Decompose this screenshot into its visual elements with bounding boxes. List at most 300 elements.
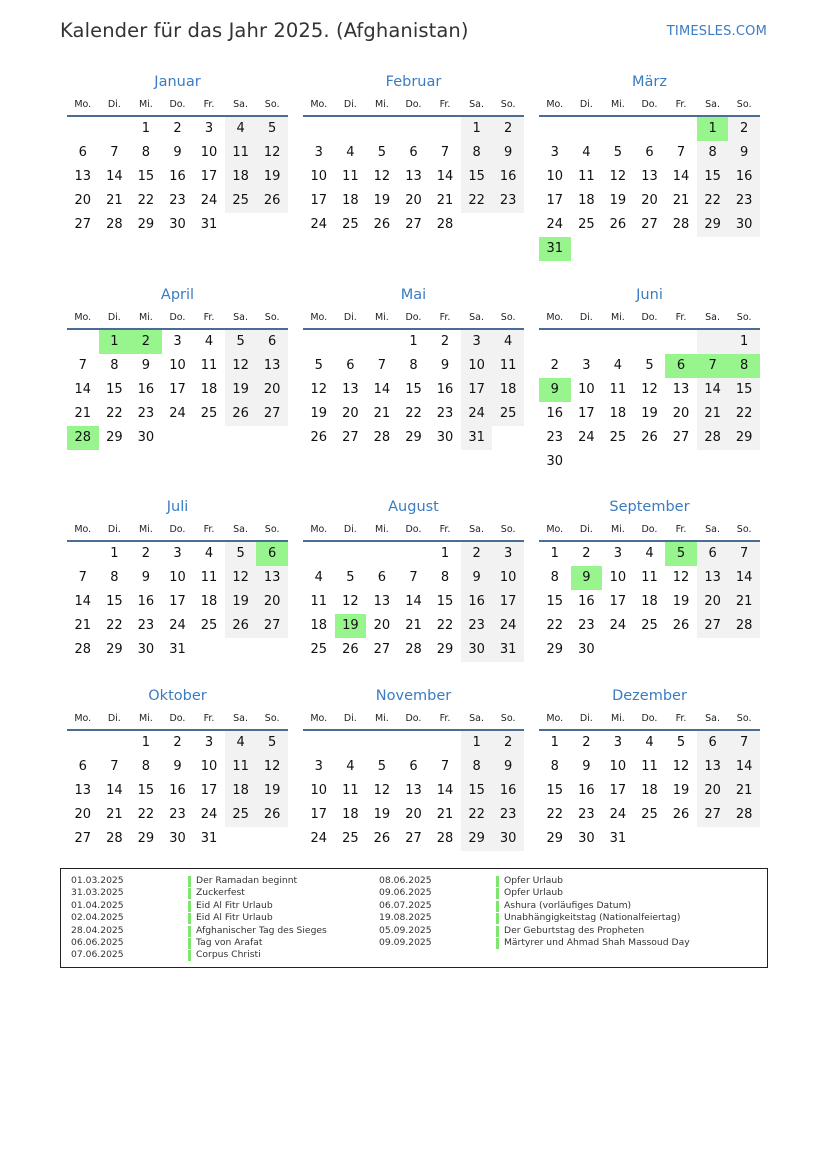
- weekday-label: Di.: [343, 99, 357, 110]
- day-cell: 3: [314, 145, 323, 160]
- holiday-marker-icon: [496, 926, 499, 937]
- week-row: [67, 402, 288, 426]
- day-cell: 4: [204, 546, 214, 561]
- empty-cell: [303, 731, 335, 755]
- legend-name: Ashura (vorläufiges Datum): [504, 899, 632, 911]
- empty-cell: [634, 638, 666, 662]
- day-cell: 27: [373, 642, 391, 657]
- week-row: [539, 779, 760, 803]
- weekday-label: Do.: [641, 312, 658, 323]
- week-row: [67, 638, 288, 662]
- empty-cell: [634, 237, 666, 261]
- weekday-label: Mi.: [374, 524, 389, 535]
- week-row: [539, 803, 760, 827]
- day-cell: 25: [225, 803, 257, 827]
- day-cell: 22: [137, 807, 155, 822]
- weekday-label: So.: [736, 312, 752, 323]
- day-cell: 2: [173, 735, 182, 750]
- holiday-legend: [60, 868, 768, 968]
- month-name: Juli: [166, 499, 189, 515]
- holiday-marker-icon: [188, 876, 191, 887]
- day-cell: 25: [641, 807, 658, 822]
- day-cell: 13: [373, 594, 391, 609]
- empty-cell: [225, 638, 257, 662]
- weekday-label: So.: [736, 524, 752, 535]
- empty-cell: [697, 827, 729, 851]
- day-cell: 19: [256, 779, 288, 803]
- weekday-label: Fr.: [675, 99, 687, 110]
- week-row: [539, 450, 760, 474]
- week-row: [303, 755, 524, 779]
- day-cell: 29: [137, 217, 155, 232]
- month-name: Oktober: [148, 688, 207, 704]
- day-cell: 31: [609, 831, 627, 846]
- empty-cell: [634, 117, 666, 141]
- weekday-label: Mo.: [310, 312, 328, 323]
- day-cell: 9: [492, 755, 524, 779]
- day-cell: 22: [106, 406, 123, 421]
- day-cell: 5: [377, 145, 387, 160]
- weekday-header: [539, 521, 760, 542]
- day-cell: 22: [137, 193, 155, 208]
- empty-cell: [697, 638, 729, 662]
- day-cell: 10: [310, 783, 328, 798]
- day-cell: 5: [346, 570, 355, 585]
- day-cell: 6: [256, 330, 288, 354]
- weekday-label: Mo.: [74, 312, 92, 323]
- legend-name: Märtyrer und Ahmad Shah Massoud Day: [504, 936, 690, 948]
- day-cell: 8: [440, 570, 450, 585]
- day-cell: 30: [578, 642, 595, 657]
- day-cell: 21: [106, 193, 123, 208]
- month-name: Februar: [385, 74, 442, 90]
- day-cell: 3: [314, 759, 323, 774]
- day-cell: 21: [74, 618, 92, 633]
- weekday-label: Sa.: [233, 713, 249, 724]
- day-cell: 25: [310, 642, 328, 657]
- day-cell: 15: [697, 165, 729, 189]
- legend-item: [379, 912, 690, 924]
- legend-name: Eid Al Fitr Urlaub: [196, 912, 273, 924]
- day-cell: 7: [110, 759, 119, 774]
- legend-date: 31.03.2025: [71, 887, 124, 899]
- weekday-label: Mo.: [310, 713, 328, 724]
- legend-date: 07.06.2025: [71, 949, 124, 961]
- day-cell: 7: [440, 145, 450, 160]
- day-cell: 30: [492, 827, 524, 851]
- day-cell: 19: [256, 165, 288, 189]
- week-row: [303, 803, 524, 827]
- day-cell: 16: [492, 165, 524, 189]
- weekday-label: Fr.: [675, 524, 687, 535]
- day-cell: 7: [728, 731, 760, 755]
- holiday-day-cell: 1: [697, 117, 729, 141]
- holiday-marker-icon: [188, 888, 191, 899]
- legend-name: Unabhängigkeitstag (Nationalfeiertag): [504, 912, 681, 924]
- day-cell: 14: [106, 783, 123, 798]
- weekday-label: Mi.: [374, 99, 389, 110]
- day-cell: 20: [697, 590, 729, 614]
- empty-cell: [335, 731, 367, 755]
- empty-cell: [99, 117, 131, 141]
- empty-cell: [461, 213, 493, 237]
- weekday-label: Di.: [343, 524, 357, 535]
- day-cell: 9: [173, 759, 182, 774]
- week-row: [67, 378, 288, 402]
- week-row: [303, 638, 524, 662]
- day-cell: 9: [728, 141, 760, 165]
- day-cell: 2: [582, 546, 591, 561]
- week-row: [67, 566, 288, 590]
- day-cell: 18: [492, 378, 524, 402]
- day-cell: 22: [436, 618, 454, 633]
- day-cell: 7: [110, 145, 119, 160]
- day-cell: 23: [436, 406, 454, 421]
- day-cell: 26: [672, 807, 690, 822]
- day-cell: 24: [310, 831, 328, 846]
- day-cell: 23: [137, 618, 155, 633]
- day-cell: 18: [342, 193, 359, 208]
- day-cell: 3: [173, 546, 182, 561]
- day-cell: 17: [609, 594, 627, 609]
- week-row: [303, 141, 524, 165]
- weekday-label: Di.: [343, 312, 357, 323]
- day-cell: 13: [256, 566, 288, 590]
- legend-date: 01.03.2025: [71, 875, 124, 886]
- day-cell: 18: [225, 779, 257, 803]
- legend-date: 05.09.2025: [379, 924, 432, 936]
- day-cell: 21: [373, 406, 391, 421]
- legend-name: Corpus Christi: [196, 949, 261, 961]
- day-cell: 1: [141, 121, 151, 136]
- day-cell: 3: [613, 735, 623, 750]
- legend-item: [71, 912, 327, 924]
- legend-item: [71, 949, 327, 961]
- day-cell: 18: [578, 193, 595, 208]
- day-cell: 27: [405, 217, 422, 232]
- day-cell: 9: [141, 570, 151, 585]
- day-cell: 10: [169, 358, 186, 373]
- day-cell: 28: [405, 642, 422, 657]
- day-cell: 19: [672, 594, 690, 609]
- day-cell: 30: [137, 430, 155, 445]
- weekday-label: Di.: [107, 312, 121, 323]
- day-cell: 18: [310, 618, 328, 633]
- day-cell: 5: [377, 759, 387, 774]
- empty-cell: [602, 450, 634, 474]
- day-cell: 23: [578, 618, 595, 633]
- day-cell: 12: [373, 783, 391, 798]
- empty-cell: [303, 117, 335, 141]
- empty-cell: [225, 827, 257, 851]
- month-10: [303, 686, 524, 851]
- empty-cell: [429, 731, 461, 755]
- day-cell: 20: [405, 193, 422, 208]
- legend-date: 08.06.2025: [379, 875, 432, 886]
- day-cell: 21: [697, 402, 729, 426]
- day-cell: 13: [405, 783, 422, 798]
- legend-item: [71, 937, 327, 949]
- day-cell: 7: [440, 759, 450, 774]
- day-cell: 1: [110, 546, 119, 561]
- day-cell: 7: [377, 358, 387, 373]
- day-cell: 17: [200, 783, 218, 798]
- day-cell: 27: [697, 614, 729, 638]
- day-cell: 26: [225, 402, 257, 426]
- day-cell: 30: [436, 430, 454, 445]
- holiday-marker-icon: [496, 913, 499, 924]
- day-cell: 31: [200, 217, 218, 232]
- empty-cell: [634, 450, 666, 474]
- month-7: [303, 497, 524, 662]
- empty-cell: [665, 827, 697, 851]
- day-cell: 25: [342, 217, 359, 232]
- week-row: [539, 426, 760, 450]
- holiday-marker-icon: [496, 876, 499, 887]
- day-cell: 19: [310, 406, 328, 421]
- legend-name: Eid Al Fitr Urlaub: [196, 899, 273, 911]
- day-cell: 31: [461, 426, 493, 450]
- day-cell: 4: [492, 330, 524, 354]
- day-cell: 10: [200, 145, 218, 160]
- weekday-label: Mi.: [138, 713, 153, 724]
- day-cell: 7: [728, 542, 760, 566]
- day-cell: 11: [641, 570, 658, 585]
- day-cell: 9: [440, 358, 450, 373]
- week-row: [539, 402, 760, 426]
- weekday-label: Mi.: [610, 312, 625, 323]
- day-cell: 26: [256, 803, 288, 827]
- day-cell: 25: [342, 831, 359, 846]
- day-cell: 2: [461, 542, 493, 566]
- day-cell: 16: [492, 779, 524, 803]
- month-4: [303, 285, 524, 450]
- day-cell: 22: [728, 402, 760, 426]
- day-cell: 17: [609, 783, 627, 798]
- holiday-day-cell: 8: [728, 354, 760, 378]
- day-cell: 13: [256, 354, 288, 378]
- week-row: [303, 165, 524, 189]
- empty-cell: [366, 731, 398, 755]
- day-cell: 18: [641, 783, 658, 798]
- day-cell: 28: [74, 642, 92, 657]
- day-cell: 11: [310, 594, 328, 609]
- holiday-marker-icon: [188, 926, 191, 937]
- weekday-label: So.: [736, 99, 752, 110]
- day-cell: 14: [436, 783, 454, 798]
- week-row: [539, 354, 760, 378]
- legend-column-left: [71, 875, 327, 962]
- empty-cell: [303, 542, 335, 566]
- day-cell: 27: [697, 803, 729, 827]
- weekday-label: Do.: [169, 524, 186, 535]
- empty-cell: [225, 213, 257, 237]
- day-cell: 23: [492, 803, 524, 827]
- legend-item: [379, 937, 690, 949]
- weekday-label: Di.: [107, 713, 121, 724]
- weekday-label: Di.: [107, 99, 121, 110]
- day-cell: 24: [578, 430, 595, 445]
- day-cell: 20: [256, 590, 288, 614]
- day-cell: 16: [137, 594, 155, 609]
- weekday-label: Fr.: [439, 524, 451, 535]
- day-cell: 12: [310, 382, 328, 397]
- day-cell: 21: [728, 590, 760, 614]
- weekday-label: Sa.: [705, 524, 721, 535]
- day-cell: 16: [436, 382, 454, 397]
- holiday-day-cell: 19: [335, 614, 367, 638]
- empty-cell: [67, 117, 99, 141]
- empty-cell: [366, 117, 398, 141]
- weekday-label: So.: [500, 312, 516, 323]
- week-row: [303, 426, 524, 450]
- day-cell: 25: [492, 402, 524, 426]
- weekday-label: Sa.: [469, 524, 485, 535]
- weekday-label: Mi.: [138, 99, 153, 110]
- weekday-label: Sa.: [233, 99, 249, 110]
- day-cell: 26: [373, 831, 391, 846]
- week-row: [67, 426, 288, 450]
- weekday-label: Sa.: [469, 312, 485, 323]
- day-cell: 4: [346, 759, 355, 774]
- day-cell: 12: [373, 169, 391, 184]
- day-cell: 3: [550, 145, 559, 160]
- month-name: November: [375, 688, 452, 704]
- day-cell: 19: [373, 193, 391, 208]
- day-cell: 19: [225, 378, 257, 402]
- week-row: [303, 354, 524, 378]
- empty-cell: [429, 117, 461, 141]
- day-cell: 1: [141, 735, 151, 750]
- day-cell: 22: [461, 803, 493, 827]
- day-cell: 18: [225, 165, 257, 189]
- legend-column-right: [379, 875, 690, 949]
- weekday-header: [67, 309, 288, 330]
- day-cell: 1: [461, 731, 493, 755]
- weekday-header: [67, 96, 288, 117]
- day-cell: 14: [74, 594, 92, 609]
- day-cell: 25: [578, 217, 595, 232]
- day-cell: 10: [578, 382, 595, 397]
- day-cell: 23: [578, 807, 595, 822]
- day-cell: 8: [141, 145, 151, 160]
- day-cell: 29: [137, 831, 155, 846]
- day-cell: 6: [409, 759, 418, 774]
- empty-cell: [303, 330, 335, 354]
- month-6: [67, 497, 288, 662]
- day-cell: 24: [609, 807, 627, 822]
- day-cell: 13: [697, 566, 729, 590]
- day-cell: 19: [609, 193, 627, 208]
- day-cell: 23: [137, 406, 155, 421]
- brand-link[interactable]: TIMESLES.COM: [666, 24, 767, 39]
- week-row: [539, 213, 760, 237]
- day-cell: 5: [645, 358, 654, 373]
- holiday-day-cell: 5: [665, 542, 697, 566]
- day-cell: 24: [169, 406, 186, 421]
- day-cell: 12: [609, 169, 627, 184]
- weekday-header: [303, 521, 524, 542]
- day-cell: 15: [137, 783, 155, 798]
- day-cell: 27: [641, 217, 658, 232]
- empty-cell: [728, 237, 760, 261]
- day-cell: 2: [141, 546, 151, 561]
- week-row: [539, 117, 760, 141]
- empty-cell: [398, 117, 430, 141]
- day-cell: 20: [74, 193, 92, 208]
- weekday-label: Fr.: [439, 713, 451, 724]
- week-row: [67, 827, 288, 851]
- week-row: [67, 614, 288, 638]
- day-cell: 19: [225, 590, 257, 614]
- empty-cell: [728, 638, 760, 662]
- week-row: [303, 189, 524, 213]
- legend-date: 06.07.2025: [379, 899, 432, 911]
- day-cell: 11: [342, 783, 359, 798]
- day-cell: 21: [436, 193, 454, 208]
- day-cell: 28: [106, 217, 123, 232]
- day-cell: 17: [200, 169, 218, 184]
- week-row: [539, 566, 760, 590]
- day-cell: 27: [256, 614, 288, 638]
- weekday-label: Mi.: [610, 713, 625, 724]
- week-row: [303, 566, 524, 590]
- day-cell: 8: [697, 141, 729, 165]
- day-cell: 20: [74, 807, 92, 822]
- day-cell: 25: [609, 430, 627, 445]
- empty-cell: [571, 330, 603, 354]
- day-cell: 4: [204, 334, 214, 349]
- weekday-label: So.: [500, 713, 516, 724]
- day-cell: 1: [409, 334, 418, 349]
- day-cell: 17: [310, 193, 328, 208]
- weekday-label: Fr.: [675, 312, 687, 323]
- weekday-label: Mo.: [310, 99, 328, 110]
- holiday-marker-icon: [188, 950, 191, 961]
- weekday-label: Fr.: [439, 312, 451, 323]
- month-name: April: [160, 287, 195, 303]
- holiday-marker-icon: [188, 913, 191, 924]
- day-cell: 28: [436, 217, 454, 232]
- empty-cell: [571, 117, 603, 141]
- legend-name: Opfer Urlaub: [504, 887, 563, 899]
- day-cell: 9: [173, 145, 182, 160]
- legend-date: 09.06.2025: [379, 887, 432, 899]
- week-row: [539, 330, 760, 354]
- weekday-label: Do.: [169, 312, 186, 323]
- day-cell: 13: [697, 755, 729, 779]
- week-row: [539, 590, 760, 614]
- weekday-label: Do.: [169, 713, 186, 724]
- day-cell: 6: [346, 358, 355, 373]
- day-cell: 6: [78, 759, 87, 774]
- weekday-label: Di.: [579, 713, 593, 724]
- empty-cell: [67, 330, 99, 354]
- month-name: März: [632, 74, 667, 90]
- holiday-day-cell: 7: [697, 354, 729, 378]
- day-cell: 2: [582, 735, 591, 750]
- empty-cell: [99, 731, 131, 755]
- day-cell: 11: [609, 382, 627, 397]
- weekday-label: Fr.: [675, 713, 687, 724]
- day-cell: 13: [74, 783, 92, 798]
- day-cell: 13: [641, 169, 658, 184]
- day-cell: 28: [373, 430, 391, 445]
- day-cell: 20: [672, 406, 690, 421]
- day-cell: 8: [461, 755, 493, 779]
- day-cell: 23: [492, 189, 524, 213]
- day-cell: 18: [200, 594, 218, 609]
